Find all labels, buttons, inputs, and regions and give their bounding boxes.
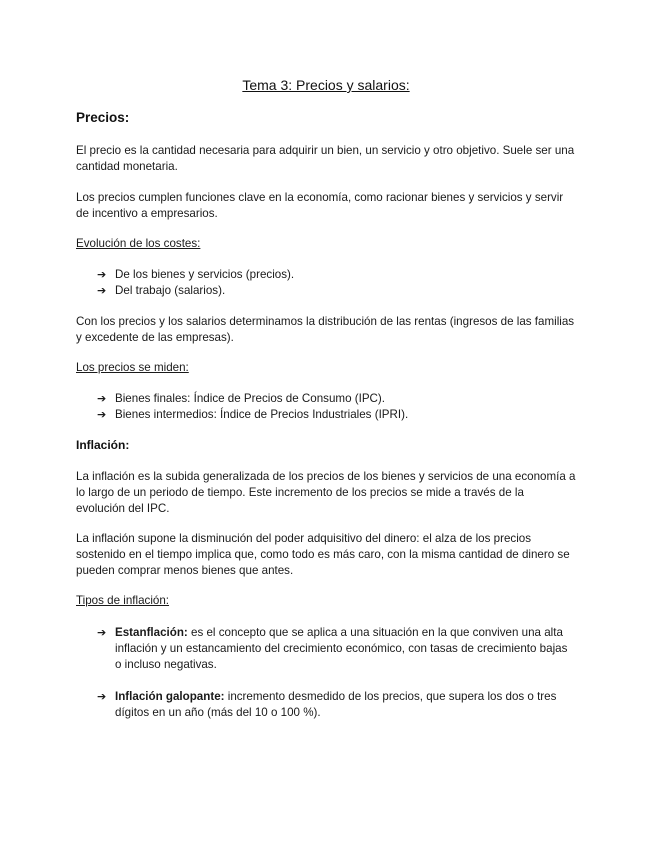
paragraph: El precio es la cantidad necesaria para adquirir un bien, un servicio y otro objetivo. Suele ser una cantidad monetaria.: [76, 144, 575, 173]
list-item: ➔ Estanflación: es el concepto que se aplica a una situación en la que conviven una alta inflación y un estancamiento del crecimiento económico, con tasas de crecimiento bajas o incluso negativas.: [97, 626, 568, 671]
arrow-icon: ➔: [97, 691, 107, 703]
term-inflacion-galopante: Inflación galopante:: [115, 690, 225, 703]
subheading-evolucion: Evolución de los costes:: [76, 237, 201, 250]
list-item: ➔ Inflación galopante: incremento desmedido de los precios, que supera los dos o tres dígitos en un año (más del 10 o 100 %).: [97, 690, 557, 719]
arrow-icon: ➔: [97, 393, 107, 405]
section-heading-inflacion: Inflación:: [76, 438, 130, 452]
arrow-icon: ➔: [97, 409, 107, 421]
bullet-list-evolucion: [97, 267, 577, 299]
arrow-icon: ➔: [97, 269, 107, 281]
subheading-tipos: Tipos de inflación:: [76, 594, 170, 607]
term-estanflacion: Estanflación:: [115, 626, 188, 639]
paragraph: La inflación supone la disminución del poder adquisitivo del dinero: el alza de los precios sostenido en el tiempo implica que, como todo es más caro, con la misma cantidad de dinero se pueden comprar menos bienes que antes.: [76, 532, 570, 577]
bullet-list-miden: [97, 391, 577, 423]
list-item: ➔ Bienes intermedios: Índice de Precios Industriales (IPRI).: [97, 408, 409, 421]
bullet-list-tipos: [97, 625, 577, 737]
subheading-miden: Los precios se miden:: [76, 361, 189, 374]
arrow-icon: ➔: [97, 627, 107, 639]
section-heading-precios: Precios:: [76, 110, 130, 125]
paragraph: Con los precios y los salarios determinamos la distribución de las rentas (ingresos de las familias y excedente de las empresas).: [76, 315, 575, 344]
list-item: ➔ Del trabajo (salarios).: [97, 284, 226, 297]
page-title: Tema 3: Precios y salarios:: [242, 77, 410, 93]
paragraph: La inflación es la subida generalizada de los precios de los bienes y servicios de una economía a lo largo de un periodo de tiempo. Este incremento de los precios se mide a través de la evolución del IPC.: [76, 470, 576, 515]
arrow-icon: ➔: [97, 285, 107, 297]
paragraph: Los precios cumplen funciones clave en la economía, como racionar bienes y servicios y servir de incentivo a empresarios.: [76, 191, 564, 220]
list-item: ➔ De los bienes y servicios (precios).: [97, 268, 295, 281]
list-item: ➔ Bienes finales: Índice de Precios de Consumo (IPC).: [97, 392, 386, 405]
